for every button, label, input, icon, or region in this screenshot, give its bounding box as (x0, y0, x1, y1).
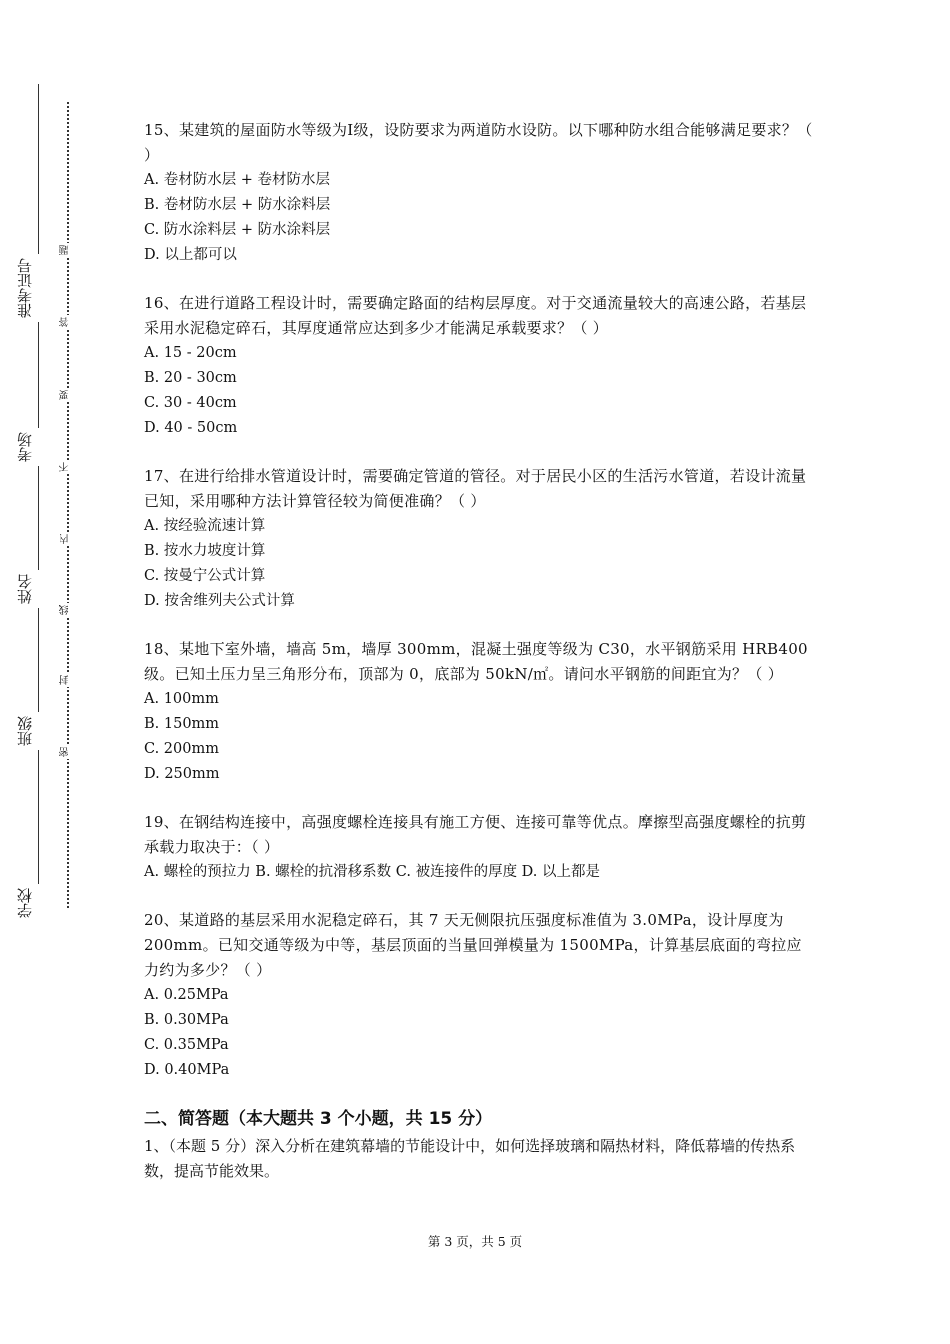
question-stem: 20、某道路的基层采用水泥稳定碎石，其 7 天无侧限抗压强度标准值为 3.0MPa，设计厚度为 200mm。已知交通等级为中等，基层顶面的当量回弹模量为 1500MPa，计算基层底面的弯拉应力约为多少？（ ） (144, 911, 802, 979)
question-stem: 17、在进行给排水管道设计时，需要确定管道的管径。对于居民小区的生活污水管道，若设计流量已知，采用哪种方法计算管径较为简便准确？（ ） (144, 467, 807, 510)
option-b: B. 20 - 30cm (144, 370, 237, 386)
option-b: B. 卷材防水层 + 防水涂料层 (144, 197, 331, 213)
option-a: A. 0.25MPa (144, 987, 229, 1003)
question-19 (144, 810, 814, 885)
option-a: A. 100mm (144, 691, 219, 707)
option-c: C. 防水涂料层 + 防水涂料层 (144, 222, 331, 238)
option-c: C. 按曼宁公式计算 (144, 568, 266, 584)
option-a: A. 按经验流速计算 (144, 518, 266, 534)
option-a: A. 15 - 20cm (144, 345, 237, 361)
label-name: 姓名 (14, 570, 44, 608)
page-footer: 第 3 页，共 5 页 (427, 1234, 523, 1249)
section-title: 二、简答题（本大题共 3 个小题，共 15 分） (144, 1109, 493, 1129)
question-20 (144, 908, 814, 1083)
seal-char: 内 (60, 532, 76, 546)
option-d: D. 按舍维列夫公式计算 (144, 593, 295, 609)
question-18 (144, 637, 814, 787)
question-17 (144, 464, 814, 614)
question-15 (144, 118, 814, 268)
seal-char: 封 (60, 673, 76, 687)
option-d: D. 0.40MPa (144, 1062, 230, 1078)
seal-char: 线 (60, 603, 76, 617)
option-a: A. 卷材防水层 + 卷材防水层 (144, 172, 331, 188)
question-stem: 16、在进行道路工程设计时，需要确定路面的结构层厚度。对于交通流量较大的高速公路，若基层采用水泥稳定碎石，其厚度通常应达到多少才能满足承载要求？（ ） (144, 294, 807, 337)
binding-solid-line (38, 84, 39, 904)
label-admission-number: 准考证号 (14, 254, 44, 322)
question-16 (144, 291, 814, 441)
exam-content (144, 118, 814, 1184)
inline-options: A. 螺栓的预拉力 B. 螺栓的抗滑移系数 C. 被连接件的厚度 D. 以上都是 (144, 864, 601, 880)
question-stem: 15、某建筑的屋面防水等级为Ⅰ级，设防要求为两道防水设防。以下哪种防水组合能够满足要求？（ ） (144, 121, 813, 164)
label-class: 班级 (14, 712, 44, 750)
option-c: C. 0.35MPa (144, 1037, 229, 1053)
option-c: C. 30 - 40cm (144, 395, 237, 411)
option-d: D. 以上都可以 (144, 247, 237, 263)
seal-char: 不 (60, 460, 76, 474)
option-d: D. 250mm (144, 766, 220, 782)
seal-char: 要 (60, 388, 76, 402)
binding-dotted-line (67, 102, 69, 908)
option-b: B. 0.30MPa (144, 1012, 229, 1028)
question-stem: 18、某地下室外墙，墙高 5m，墙厚 300mm，混凝土强度等级为 C30，水平钢筋采用 HRB400 级。已知土压力呈三角形分布，顶部为 0，底部为 50kN/㎡。请问水平钢筋的间距宜为？（ ） (144, 640, 808, 683)
option-b: B. 按水力坡度计算 (144, 543, 266, 559)
seal-char: 答 (60, 315, 76, 329)
option-d: D. 40 - 50cm (144, 420, 238, 436)
option-b: B. 150mm (144, 716, 220, 732)
option-c: C. 200mm (144, 741, 219, 757)
short-answer-1: 1、（本题 5 分）深入分析在建筑幕墙的节能设计中，如何选择玻璃和隔热材料，降低幕墙的传热系数，提高节能效果。 (144, 1137, 796, 1180)
question-stem: 19、在钢结构连接中，高强度螺栓连接具有施工方便、连接可靠等优点。摩擦型高强度螺栓的抗剪承载力取决于：（ ） (144, 813, 807, 856)
seal-char: 密 (60, 745, 76, 759)
seal-char: 题 (60, 243, 76, 257)
label-exam-room: 考场 (14, 428, 44, 466)
label-school: 学校 (14, 884, 44, 922)
